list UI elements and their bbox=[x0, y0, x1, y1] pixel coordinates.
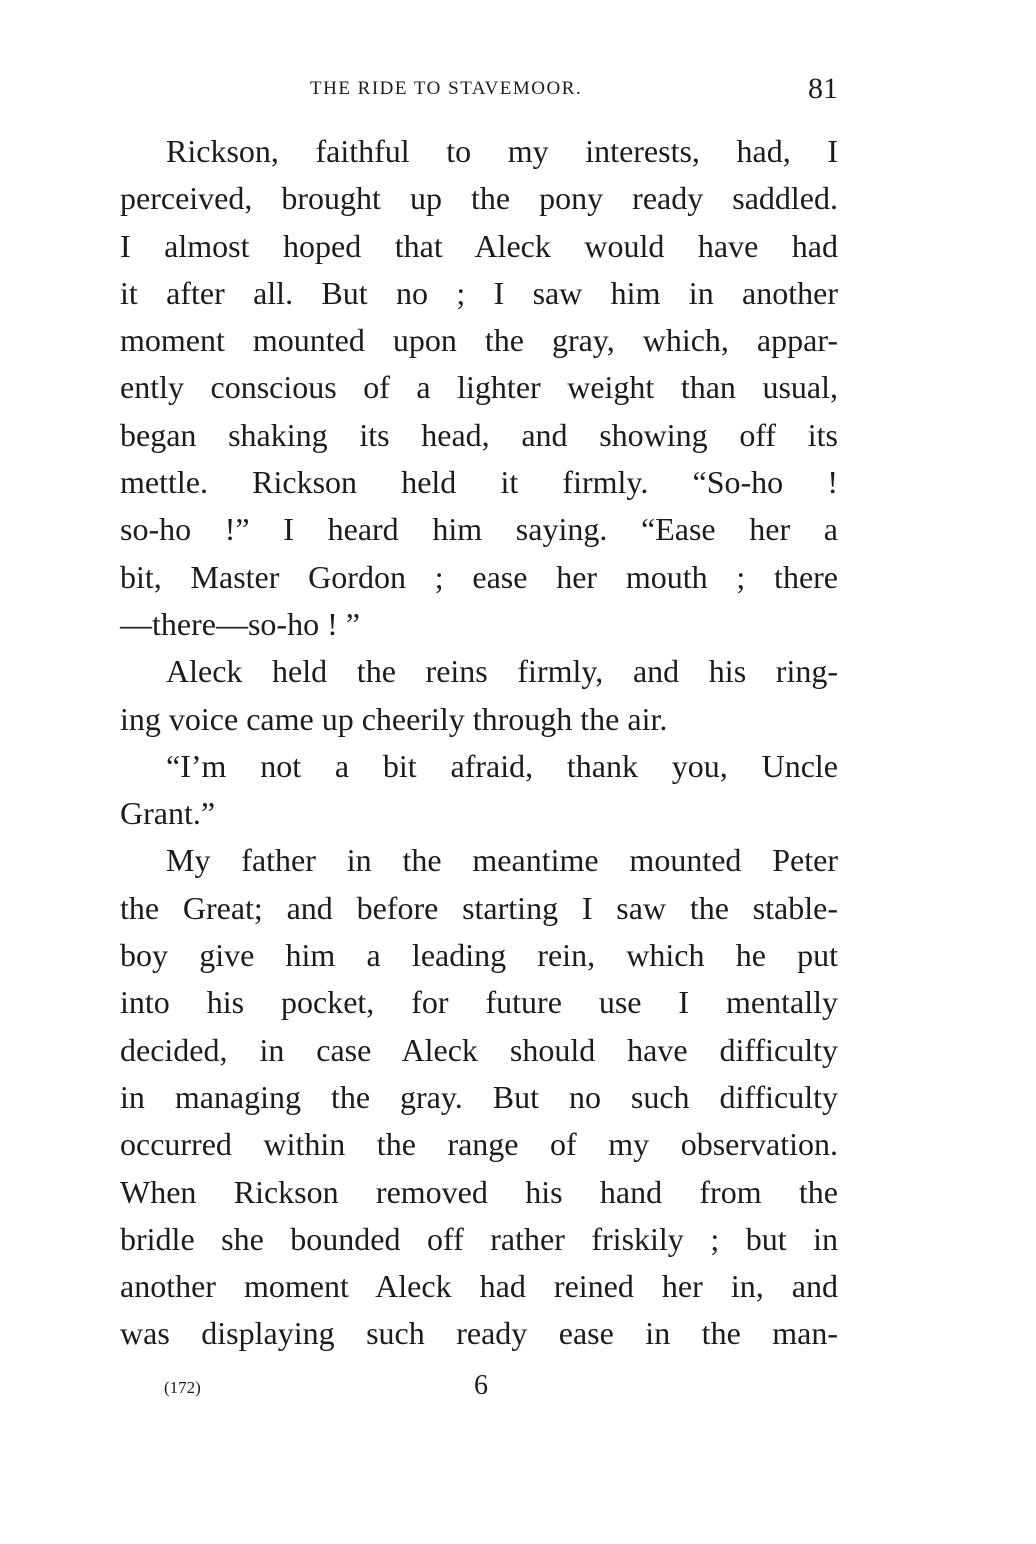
text-line: Aleck held the reins firmly, and his ring- bbox=[166, 653, 838, 690]
text-line: My father in the meantime mounted Peter bbox=[166, 842, 838, 879]
text-line: “I’m not a bit afraid, thank you, Uncle bbox=[166, 747, 838, 784]
text-line: boy give him a leading rein, which he put bbox=[120, 937, 838, 974]
text-line: ing voice came up cheerily through the air. bbox=[120, 700, 668, 737]
signature-mark: (172) bbox=[164, 1378, 201, 1397]
text-line: mettle. Rickson held it firmly. “So-ho ! bbox=[120, 464, 838, 501]
text-line: was displaying such ready ease in the man- bbox=[120, 1315, 838, 1352]
text-line: perceived, brought up the pony ready saddled. bbox=[120, 180, 838, 217]
page-footer bbox=[120, 1370, 838, 1410]
text-line: the Great; and before starting I saw the stable- bbox=[120, 889, 838, 926]
page-header bbox=[120, 72, 838, 112]
text-line: —there—so-ho ! ” bbox=[120, 605, 360, 642]
text-line: so-ho !” I heard him saying. “Ease her a bbox=[120, 511, 838, 548]
text-line: occurred within the range of my observation. bbox=[120, 1126, 838, 1163]
text-line: in managing the gray. But no such difficulty bbox=[120, 1078, 838, 1115]
text-line: it after all. But no ; I saw him in another bbox=[120, 274, 838, 311]
text-line: into his pocket, for future use I mentally bbox=[120, 984, 838, 1021]
text-line: bridle she bounded off rather friskily ; but in bbox=[120, 1220, 838, 1257]
body-text bbox=[120, 128, 838, 1358]
page-number: 81 bbox=[808, 72, 838, 105]
text-line: Grant.” bbox=[120, 795, 216, 832]
signature-number: 6 bbox=[474, 1370, 488, 1401]
running-head: THE RIDE TO STAVEMOOR. bbox=[310, 78, 583, 99]
text-line: decided, in case Aleck should have difficulty bbox=[120, 1031, 838, 1068]
text-line: Rickson, faithful to my interests, had, I bbox=[166, 133, 838, 169]
text-line: I almost hoped that Aleck would have had bbox=[120, 227, 838, 264]
text-line: When Rickson removed his hand from the bbox=[120, 1173, 838, 1210]
text-line: bit, Master Gordon ; ease her mouth ; there bbox=[120, 558, 838, 595]
text-line: another moment Aleck had reined her in, and bbox=[120, 1268, 838, 1305]
text-line: ently conscious of a lighter weight than usual, bbox=[120, 369, 838, 406]
text-line: began shaking its head, and showing off its bbox=[120, 416, 838, 453]
text-line: moment mounted upon the gray, which, appar- bbox=[120, 322, 838, 359]
